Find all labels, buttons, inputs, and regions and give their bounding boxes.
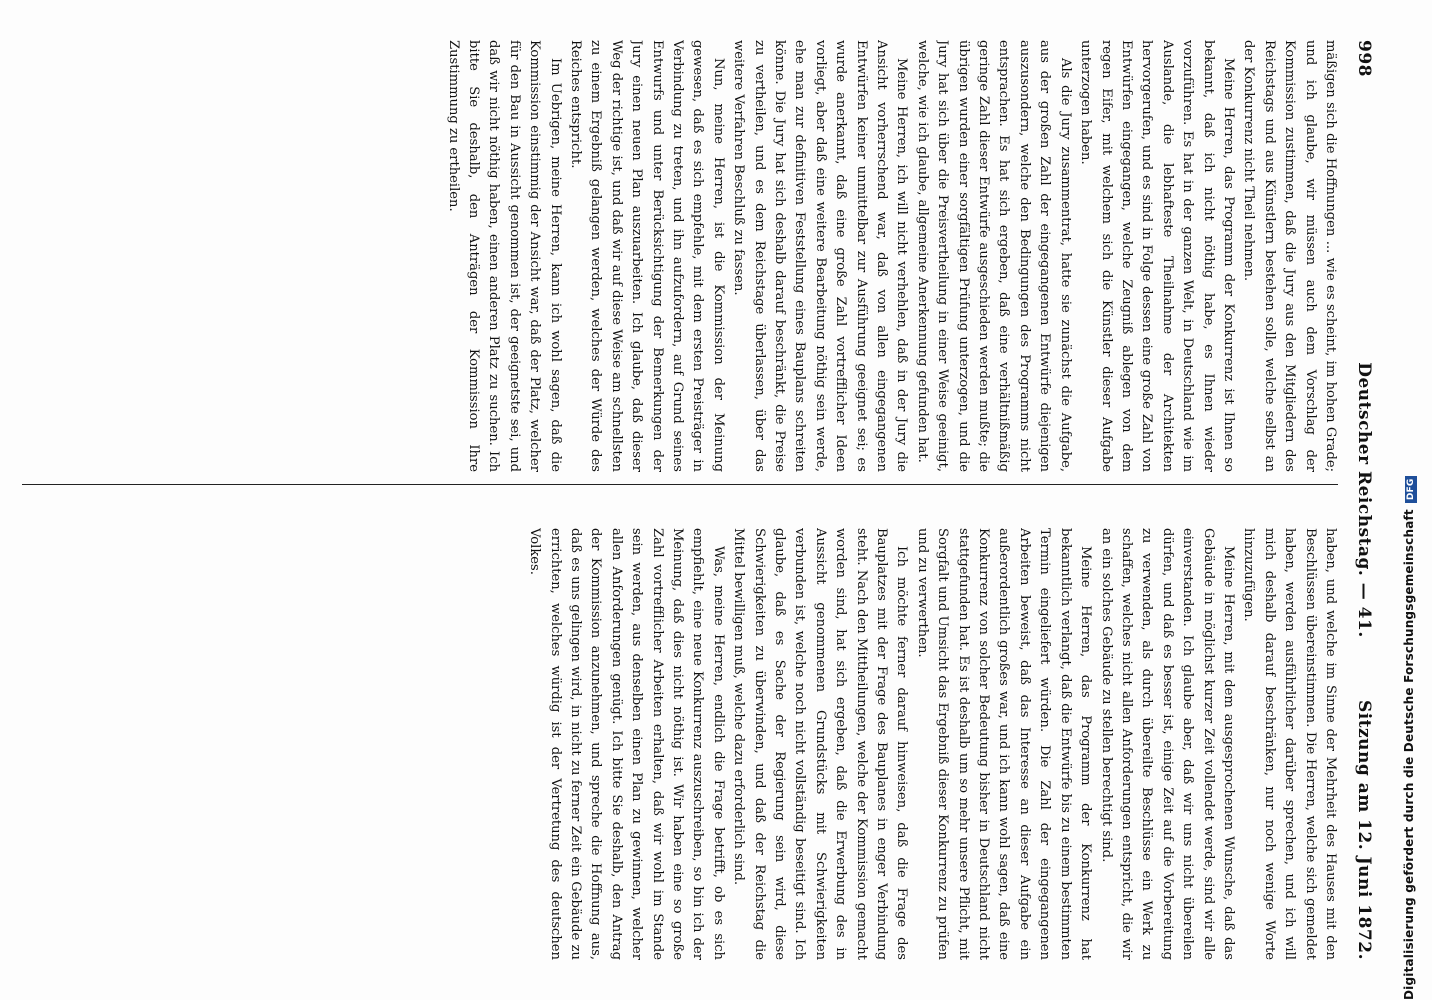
page-header (1346, 40, 1380, 960)
paragraph: Meine Herren, das Programm der Konkurrenz hat bekanntlich verlangt, daß die Entwürfe bis zu einem bestimmten Termin eingeliefert würden. Die Zahl der eingegangenen Arbeiten beweist, daß das Interesse an dieser Aufgabe ein außerordentlich großes war, und ich kann wohl sagen, daß eine Konkurrenz von solcher Bedeutung bisher in Deutschland nicht stattgefunden hat. Es ist deshalb um so mehr unsere Pflicht, mit Sorgfalt und Umsicht das Ergebniß dieser Konkurrenz zu prüfen und zu verwerthen. (914, 528, 1094, 960)
paragraph: Meine Herren, mit dem ausgesprochenen Wunsche, daß das Gebäude in möglichst kurzer Zeit vollendet werde, sind wir alle einverstanden. Ich glaube aber, daß wir uns nicht übereilen dürfen, und daß es besser ist, einige Zeit auf die Vorbereitung zu verwenden, als durch übereilte Beschlüsse ein Werk zu schaffen, welches nicht allen Anforderungen entspricht, die wir an ein solches Gebäude zu stellen berechtigt sind. (1098, 528, 1236, 960)
digitization-credit (1402, 0, 1430, 1000)
right-text-column (20, 528, 1340, 960)
paragraph: Was, meine Herren, endlich die Frage betrifft, ob es sich empfiehlt, eine neue Konkurrenz auszuschreiben, so bin ich der Meinung, daß dies nicht nöthig ist. Wir haben eine so große Zahl vortrefflicher Arbeiten erhalten, daß wir wohl im Stande sein werden, aus denselben einen Plan zu gewinnen, welcher allen Anforderungen genügt. Ich bitte Sie deshalb, den Antrag der Kommission anzunehmen, und spreche die Hoffnung aus, daß es uns gelingen wird, in nicht zu ferner Zeit ein Gebäude zu errichten, welches würdig ist der Vertretung des deutschen Volkes. (527, 528, 726, 960)
paragraph: Meine Herren, das Programm der Konkurrenz ist Ihnen so bekannt, daß ich nicht nöthig habe, es Ihnen wieder vorzuführen. Es hat in der ganzen Welt, in Deutschland wie im Auslande, die lebhafteste Theilnahme der Architekten hervorgerufen, und es sind in Folge dessen eine große Zahl von Entwürfen eingegangen, welche Zeugniß ablegen von dem regen Eifer, mit welchem sich die Künstler dieser Aufgabe unterzogen haben. (1078, 40, 1236, 472)
page-number: 998 (1354, 40, 1374, 77)
left-text-column (20, 40, 1340, 472)
paragraph: haben, und welche im Sinne der Mehrheit des Hauses mit den Beschlüssen übereinstimmen. Die Herren, welche sich gemeldet haben, werden ausführlicher darüber sprechen, und ich will mich deshalb darauf beschränken, nur noch wenige Worte hinzuzufügen. (1241, 528, 1338, 960)
dfg-logo-icon: DFG (1405, 476, 1417, 504)
paragraph: Im Uebrigen, meine Herren, kann ich wohl sagen, daß die Kommission einstimmig der Ansicht war, daß der Platz, welcher für den Bau in Aussicht genommen ist, der geeignetste sei, und daß wir nicht nöthig haben, einen anderen Platz zu suchen. Ich bitte Sie deshalb, den Anträgen der Kommission Ihre Zustimmung zu ertheilen. (445, 40, 563, 472)
column-divider (22, 484, 1338, 485)
paragraph: Als die Jury zusammentrat, hatte sie zunächst die Aufgabe, aus der großen Zahl der eingegangenen Entwürfe diejenigen auszusondern, welche den Bedingungen des Programms nicht entsprachen. Es hat sich ergeben, daß eine verhältnißmäßig geringe Zahl dieser Entwürfe ausgeschieden werden mußte; die übrigen wurden einer sorgfältigen Prüfung unterzogen, und die Jury hat sich über die Preisvertheilung in einer Weise geeinigt, welche, wie ich glaube, allgemeine Anerkennung gefunden hat. (914, 40, 1073, 472)
paragraph: Nun, meine Herren, ist die Kommission der Meinung gewesen, daß es sich empfehle, mit dem ersten Preisträger in Verbindung zu treten, und ihn aufzufordern, auf Grund seines Entwurfs und unter Berücksichtigung der Bemerkungen der Jury einen neuen Plan auszuarbeiten. Ich glaube, daß dieser Weg der richtige ist, und daß wir auf diese Weise am schnellsten zu einem Ergebniß gelangen werden, welches der Würde des Reiches entspricht. (567, 40, 726, 472)
paragraph: mäßigen sich die Hoffnungen ... wie es scheint, im hohen Grade; und ich glaube, wir müssen auch dem Vorschlag der Kommission zustimmen, daß die Jury aus den Mitgliedern des Reichstags und aus Künstlern bestehen solle, welche selbst an der Konkurrenz nicht Theil nehmen. (1241, 40, 1338, 472)
credit-text: Digitalisierung gefördert durch die Deutsche Forschungsgemeinschaft (1402, 509, 1416, 1000)
running-title: Deutscher Reichstag. — 41. (1354, 362, 1374, 638)
paragraph: Meine Herren, ich will nicht verhehlen, daß in der Jury die Ansicht vorherrschend war, daß von allen eingegangenen Entwürfen keiner unmittelbar zur Ausführung geeignet sei; es wurde anerkannt, daß eine große Zahl vortrefflicher Ideen vorliegt, aber daß eine weitere Bearbeitung nöthig sein werde, ehe man zur definitiven Feststellung eines Bauplans schreiten könne. Die Jury hat sich deshalb darauf beschränkt, die Preise zu vertheilen, und es dem Reichstage überlassen, über das weitere Verfahren Beschluß zu fassen. (731, 40, 910, 472)
session-date: Sitzung am 12. Juni 1872. (1354, 699, 1374, 960)
paragraph: Ich möchte ferner darauf hinweisen, daß die Frage des Bauplatzes mit der Frage des Bauplanes in enger Verbindung steht. Nach den Mittheilungen, welche der Kommission gemacht worden sind, hat sich ergeben, daß die Erwerbung des in Aussicht genommenen Grundstücks mit Schwierigkeiten verbunden ist, welche noch nicht vollständig beseitigt sind. Ich glaube, daß es Sache der Regierung sein wird, diese Schwierigkeiten zu überwinden, und daß der Reichstag die Mittel bewilligen muß, welche dazu erforderlich sind. (731, 528, 910, 960)
